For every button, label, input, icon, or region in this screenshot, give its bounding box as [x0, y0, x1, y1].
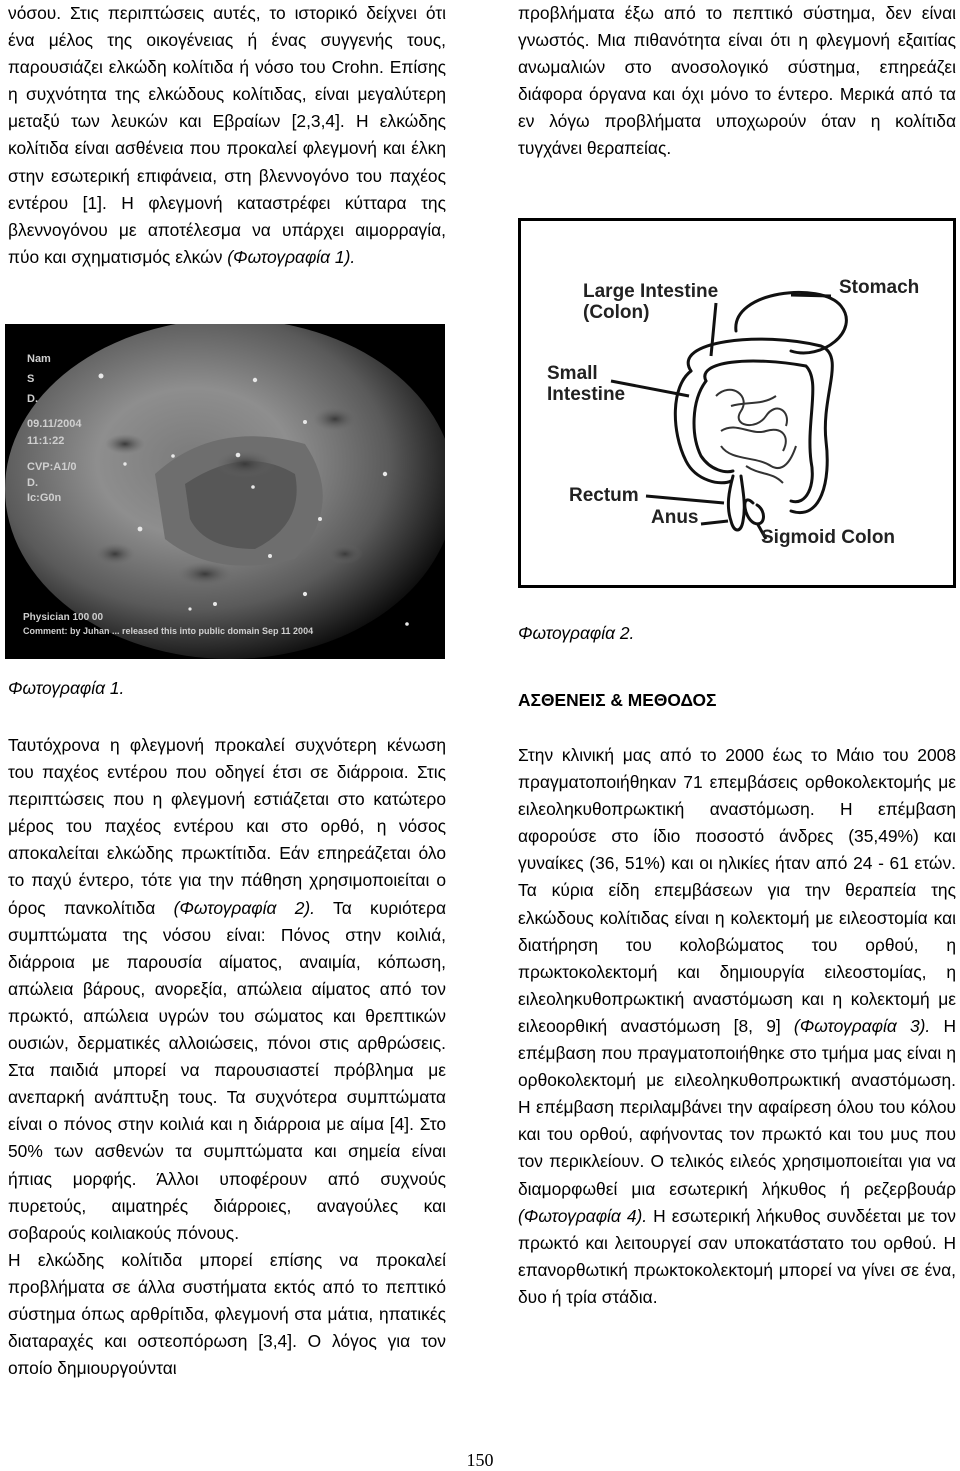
label-line: Large Intestine [583, 281, 719, 302]
text-run: προβλήματα έξω από το πεπτικό σύστημα, δεν είναι γνωστός. Μια πιθανότητα είναι ότι η φλεγμονή εξαιτίας ανωμαλιών στο ανοσολογικό σύστημα, επηρεάζει διάφορα όργανα και όχι μόνο το έντερο. Μερικά από τα εν λόγω προβλήματα υποχωρούν όταν η κολίτιδα τυγχάνει θεραπείας. [518, 3, 956, 159]
overlay-text: Physician 100 00 [23, 612, 104, 623]
overlay-text: Ic:G0n [27, 492, 62, 504]
endoscopy-photo [5, 324, 445, 659]
figure-reference: (Φωτογραφία 1). [227, 246, 356, 267]
overlay-text: Nam [27, 353, 51, 365]
left-paragraph-symptoms [8, 732, 446, 1382]
photo1-caption: Φωτογραφία 1. [8, 678, 125, 698]
text-run: Τα κυριότερα συμπτώματα της νόσου είναι: Πόνος στην κοιλιά, διάρροια με παρουσία αίματος, αναιμία, κόπωση, απώλεια βάρους, ανορεξία, απώλεια αίματος από τον πρωκτό, απώλεια υγρών του σώματος και θρεπτικών ουσιών, δερματικές αλλοιώσεις, πόνοι στις αρθρώσεις. Στα παιδιά μπορεί να παρουσιαστεί πρόβλημα με ανεπαρκή ανάπτυξη τους. Τα συχνότερα συμπτώματα είναι ο πόνος στην κοιλιά και η διάρροια με αίμα [4]. Στο 50% των ασθενών τα συμπτώματα και σημεία είναι ήπιας μορφής. Άλλοι υποφέρουν από συχνούς πυρετούς, αιματηρές διάρροιες, αναγούλες και σοβαρούς κοιλιακούς πόνους. [8, 897, 447, 1243]
right-paragraph-intro [518, 0, 956, 163]
label-line: (Colon) [583, 302, 650, 323]
figure-reference: (Φωτογραφία 4). [518, 1205, 648, 1226]
overlay-text: 11:1:22 [27, 435, 65, 447]
overlay-text: D. [27, 393, 38, 405]
label-small-intestine [547, 363, 625, 405]
label-rectum: Rectum [569, 485, 639, 506]
section-heading: ΑΣΘΕΝΕΙΣ & ΜΕΘΟΔΟΣ [518, 690, 717, 710]
label-stomach: Stomach [839, 277, 920, 298]
text-run: Στην κλινική μας από το 2000 έως το Μάιο του 2008 πραγματοποιήθηκαν 71 επεμβάσεις ορθοκολεκτομής με ειλεοληκυθοπρωκτική αναστόμωση. Η επέμβαση αφορούσε στο ίδιο ποσοστό άνδρες (35,49%) και γυναίκες (36, 51%) και οι ηλικίες ήταν από 24 - 61 ετών. Τα κύρια είδη επεμβάσεων για την θεραπεία της ελκώδους κολίτιδας είναι η κολεκτομή με ειλεοστομία και διατήρηση του κολοβώματος του ορθού, η πρωκτοκολεκτομή και δημιουργία ειλεοστομίας, η ειλεοληκυθοπρωκτική αναστόμωση και η κολεκτομή με ειλεοορθική αναστόμωση [8, 9] [518, 745, 956, 1036]
left-paragraph-intro [8, 0, 446, 271]
figure-reference: (Φωτογραφία 2). [173, 897, 315, 918]
endoscopy-image [5, 324, 445, 659]
overlay-text: CVP:A1/0 [27, 461, 77, 473]
overlay-text: Comment: by Juhan ... released this into public domain Sep 11 2004 [23, 626, 314, 636]
label-large-intestine [583, 281, 718, 323]
label-line: Small [547, 363, 598, 384]
figure-reference: (Φωτογραφία 3). [793, 1015, 931, 1036]
right-paragraph-methods [518, 742, 956, 1311]
page-number: 150 [466, 1450, 494, 1470]
text-run: νόσου. Στις περιπτώσεις αυτές, το ιστορικό δείχνει ότι ένα μέλος της οικογένειας ή ένας συγγενής τους, παρουσιάζει ελκώδη κολίτιδα ή νόσο του Crohn. Επίσης η συχνότητα της ελκώδους κολίτιδας, είναι μεγαλύτερη μεταξύ των λευκών και Εβραίων [2,3,4]. Η ελκώδης κολίτιδα είναι ασθένεια που προκαλεί φλεγμονή και έλκη στην εσωτερική επιφάνεια, στη βλεννογόνο του παχέος εντέρου [1]. Η φλεγμονή καταστρέφει κύτταρα της βλεννογόνου με αποτέλεσμα να υπάρχει αιμορραγία, πύο και σχηματισμός ελκών [8, 3, 446, 267]
label-anus: Anus [651, 507, 699, 528]
overlay-text: S [27, 373, 35, 385]
photo2-caption: Φωτογραφία 2. [518, 623, 635, 643]
label-line: Intestine [547, 384, 626, 405]
text-run: Η εσωτερική λήκυθος συνδέεται με τον πρωκτό και λειτουργεί σαν υποκατάστατο του ορθού. Η επανορθωτική πρωκτοκολεκτομή μπορεί να γίνει σε ένα, δυο ή τρία στάδια. [518, 1205, 956, 1307]
left-paragraph-extraintestinal: Η ελκώδης κολίτιδα μπορεί επίσης να προκαλεί προβλήματα σε άλλα συστήματα εκτός από το πεπτικό σύστημα όπως αρθρίτιδα, φλεγμονή στα μάτια, ηπατικές διαταραχές και οστεοπόρωση [3,4]. Ο λόγος για τον οποίο δημιουργούνται [8, 1249, 446, 1379]
overlay-text: D. [27, 477, 38, 489]
text-run: Η επέμβαση που πραγματοποιήθηκε στο τμήμα μας είναι η ορθοκολεκτομή με ειλεοληκυθοπρωκτική αναστόμωση. Η επέμβαση περιλαμβάνει την αφαίρεση όλου του κόλου και του ορθού, αφήνοντας τον πρωκτό και του μυς που τον περικλείουν. Ο τελικός ειλεός χρησιμοποιείται για να διαμορφωθεί μια εσωτερική λήκυθος ή ρεζερβουάρ [518, 1015, 957, 1199]
colon-diagram [518, 218, 956, 588]
label-sigmoid-colon: Sigmoid Colon [761, 527, 896, 548]
text-run: Ταυτόχρονα η φλεγμονή προκαλεί συχνότερη κένωση του παχέος εντέρου που οδηγεί έτσι σε διάρροια. Στις περιπτώσεις που η φλεγμονή εστιάζεται στο κατώτερο μέρος του παχέος εντέρου και στο ορθό, η νόσος αποκαλείται ελκώδης πρωκτίτιδα. Εάν επηρεάζεται όλο το παχύ έντερο, τότε για την πάθηση χρησιμοποιείται ο όρος πανκολίτιδα [8, 735, 446, 918]
overlay-text: 09.11/2004 [27, 418, 82, 430]
